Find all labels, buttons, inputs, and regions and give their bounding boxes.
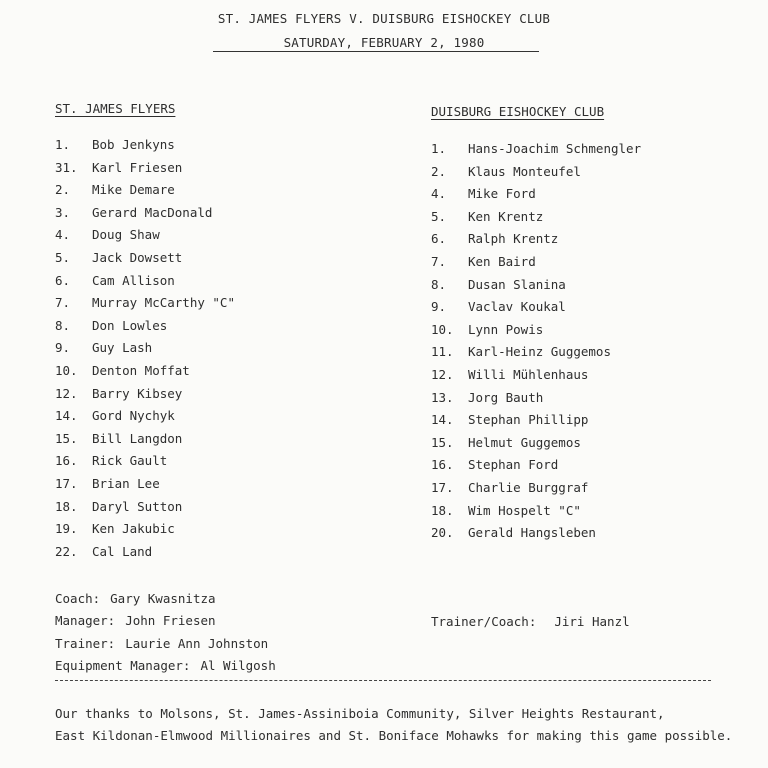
staff-trainer	[55, 636, 268, 651]
player-name: Cam Allison	[92, 272, 175, 288]
player-name: Gerard MacDonald	[92, 204, 213, 220]
player-number: 2.	[431, 163, 447, 179]
player-name: Stephan Ford	[468, 457, 559, 473]
player-name: Wim Hospelt "C"	[468, 502, 581, 518]
staff-value: Jiri Hanzl	[554, 614, 630, 629]
staff-label: Trainer:	[55, 636, 116, 651]
player-name: Guy Lash	[92, 340, 153, 356]
player-number: 6.	[431, 231, 447, 247]
player-number: 5.	[431, 208, 447, 224]
player-number: 7.	[55, 295, 71, 311]
player-name: Charlie Burggraf	[468, 479, 589, 495]
player-name: Ralph Krentz	[468, 231, 559, 247]
player-name: Lynn Powis	[468, 321, 544, 337]
staff-label: Coach:	[55, 591, 101, 606]
player-name: Don Lowles	[92, 317, 168, 333]
player-number: 31.	[55, 159, 78, 175]
player-number: 5.	[55, 249, 71, 265]
player-name: Stephan Phillipp	[468, 412, 589, 428]
player-name: Gord Nychyk	[92, 408, 175, 424]
player-number: 2.	[55, 182, 71, 198]
staff-coach	[55, 591, 216, 606]
player-number: 17.	[55, 475, 78, 491]
player-name: Bob Jenkyns	[92, 137, 175, 152]
player-name: Bill Langdon	[92, 430, 183, 446]
player-name: Doug Shaw	[92, 227, 160, 243]
home-team-heading: ST. JAMES FLYERS	[55, 101, 176, 116]
staff-label: Manager:	[55, 613, 116, 628]
player-name: Barry Kibsey	[92, 385, 183, 401]
player-name: Ken Krentz	[468, 208, 544, 224]
player-number: 14.	[55, 408, 78, 424]
thanks-line-1: Our thanks to Molsons, St. James-Assiniboia Community, Silver Heights Restaurant,	[55, 706, 665, 721]
staff-value: John Friesen	[125, 613, 216, 628]
thanks-line-2: East Kildonan-Elmwood Millionaires and St. Boniface Mohawks for making this game possible.	[55, 728, 733, 743]
player-number: 8.	[431, 276, 447, 292]
title-underline	[213, 51, 539, 52]
player-name: Mike Ford	[468, 186, 536, 202]
player-name: Hans-Joachim Schmengler	[468, 141, 642, 156]
player-name: Jorg Bauth	[468, 389, 544, 405]
player-number: 18.	[55, 498, 78, 514]
player-name: Mike Demare	[92, 182, 175, 198]
player-number: 10.	[431, 321, 454, 337]
player-number: 9.	[431, 299, 447, 315]
visiting-team-heading: DUISBURG EISHOCKEY CLUB	[431, 104, 605, 119]
player-name: Helmut Guggemos	[468, 434, 581, 450]
player-name: Rick Gault	[92, 453, 168, 469]
player-name: Ken Baird	[468, 253, 536, 269]
dashed-divider	[55, 680, 711, 681]
player-name: Karl Friesen	[92, 159, 183, 175]
staff-value: Gary Kwasnitza	[110, 591, 216, 606]
player-number: 9.	[55, 340, 71, 356]
player-number: 7.	[431, 253, 447, 269]
staff-label: Trainer/Coach:	[431, 614, 537, 629]
player-name: Ken Jakubic	[92, 521, 175, 537]
game-title: ST. JAMES FLYERS V. DUISBURG EISHOCKEY CLUB	[217, 11, 551, 26]
player-name: Cal Land	[92, 543, 153, 559]
player-number: 15.	[55, 430, 78, 446]
player-number: 1.	[431, 141, 447, 156]
player-name: Brian Lee	[92, 475, 160, 491]
game-date: SATURDAY, FEBRUARY 2, 1980	[283, 35, 485, 50]
player-number: 4.	[431, 186, 447, 202]
player-number: 4.	[55, 227, 71, 243]
player-name: Denton Moffat	[92, 362, 190, 378]
player-number: 16.	[431, 457, 454, 473]
staff-label: Equipment Manager:	[55, 658, 191, 673]
player-number: 19.	[55, 521, 78, 537]
player-number: 12.	[431, 366, 454, 382]
player-name: Karl-Heinz Guggemos	[468, 344, 611, 360]
staff-manager	[55, 613, 216, 628]
player-name: Willi Mühlenhaus	[468, 366, 589, 382]
staff-trainer-coach	[431, 614, 630, 629]
player-number: 11.	[431, 344, 454, 360]
player-name: Daryl Sutton	[92, 498, 183, 514]
player-name: Dusan Slanina	[468, 276, 566, 292]
player-number: 18.	[431, 502, 454, 518]
player-name: Gerald Hangsleben	[468, 525, 596, 541]
staff-value: Laurie Ann Johnston	[125, 636, 269, 651]
player-number: 22.	[55, 543, 78, 559]
staff-equipment-manager	[55, 658, 276, 673]
player-number: 15.	[431, 434, 454, 450]
player-number: 14.	[431, 412, 454, 428]
player-name: Vaclav Koukal	[468, 299, 566, 315]
player-number: 13.	[431, 389, 454, 405]
player-number: 1.	[55, 137, 71, 152]
player-name: Jack Dowsett	[92, 249, 183, 265]
player-number: 20.	[431, 525, 454, 541]
player-number: 12.	[55, 385, 78, 401]
player-number: 17.	[431, 479, 454, 495]
player-name: Murray McCarthy "C"	[92, 295, 235, 311]
player-number: 8.	[55, 317, 71, 333]
player-number: 3.	[55, 204, 71, 220]
player-number: 10.	[55, 362, 78, 378]
player-number: 6.	[55, 272, 71, 288]
staff-value: Al Wilgosh	[200, 658, 276, 673]
player-name: Klaus Monteufel	[468, 163, 581, 179]
player-number: 16.	[55, 453, 78, 469]
